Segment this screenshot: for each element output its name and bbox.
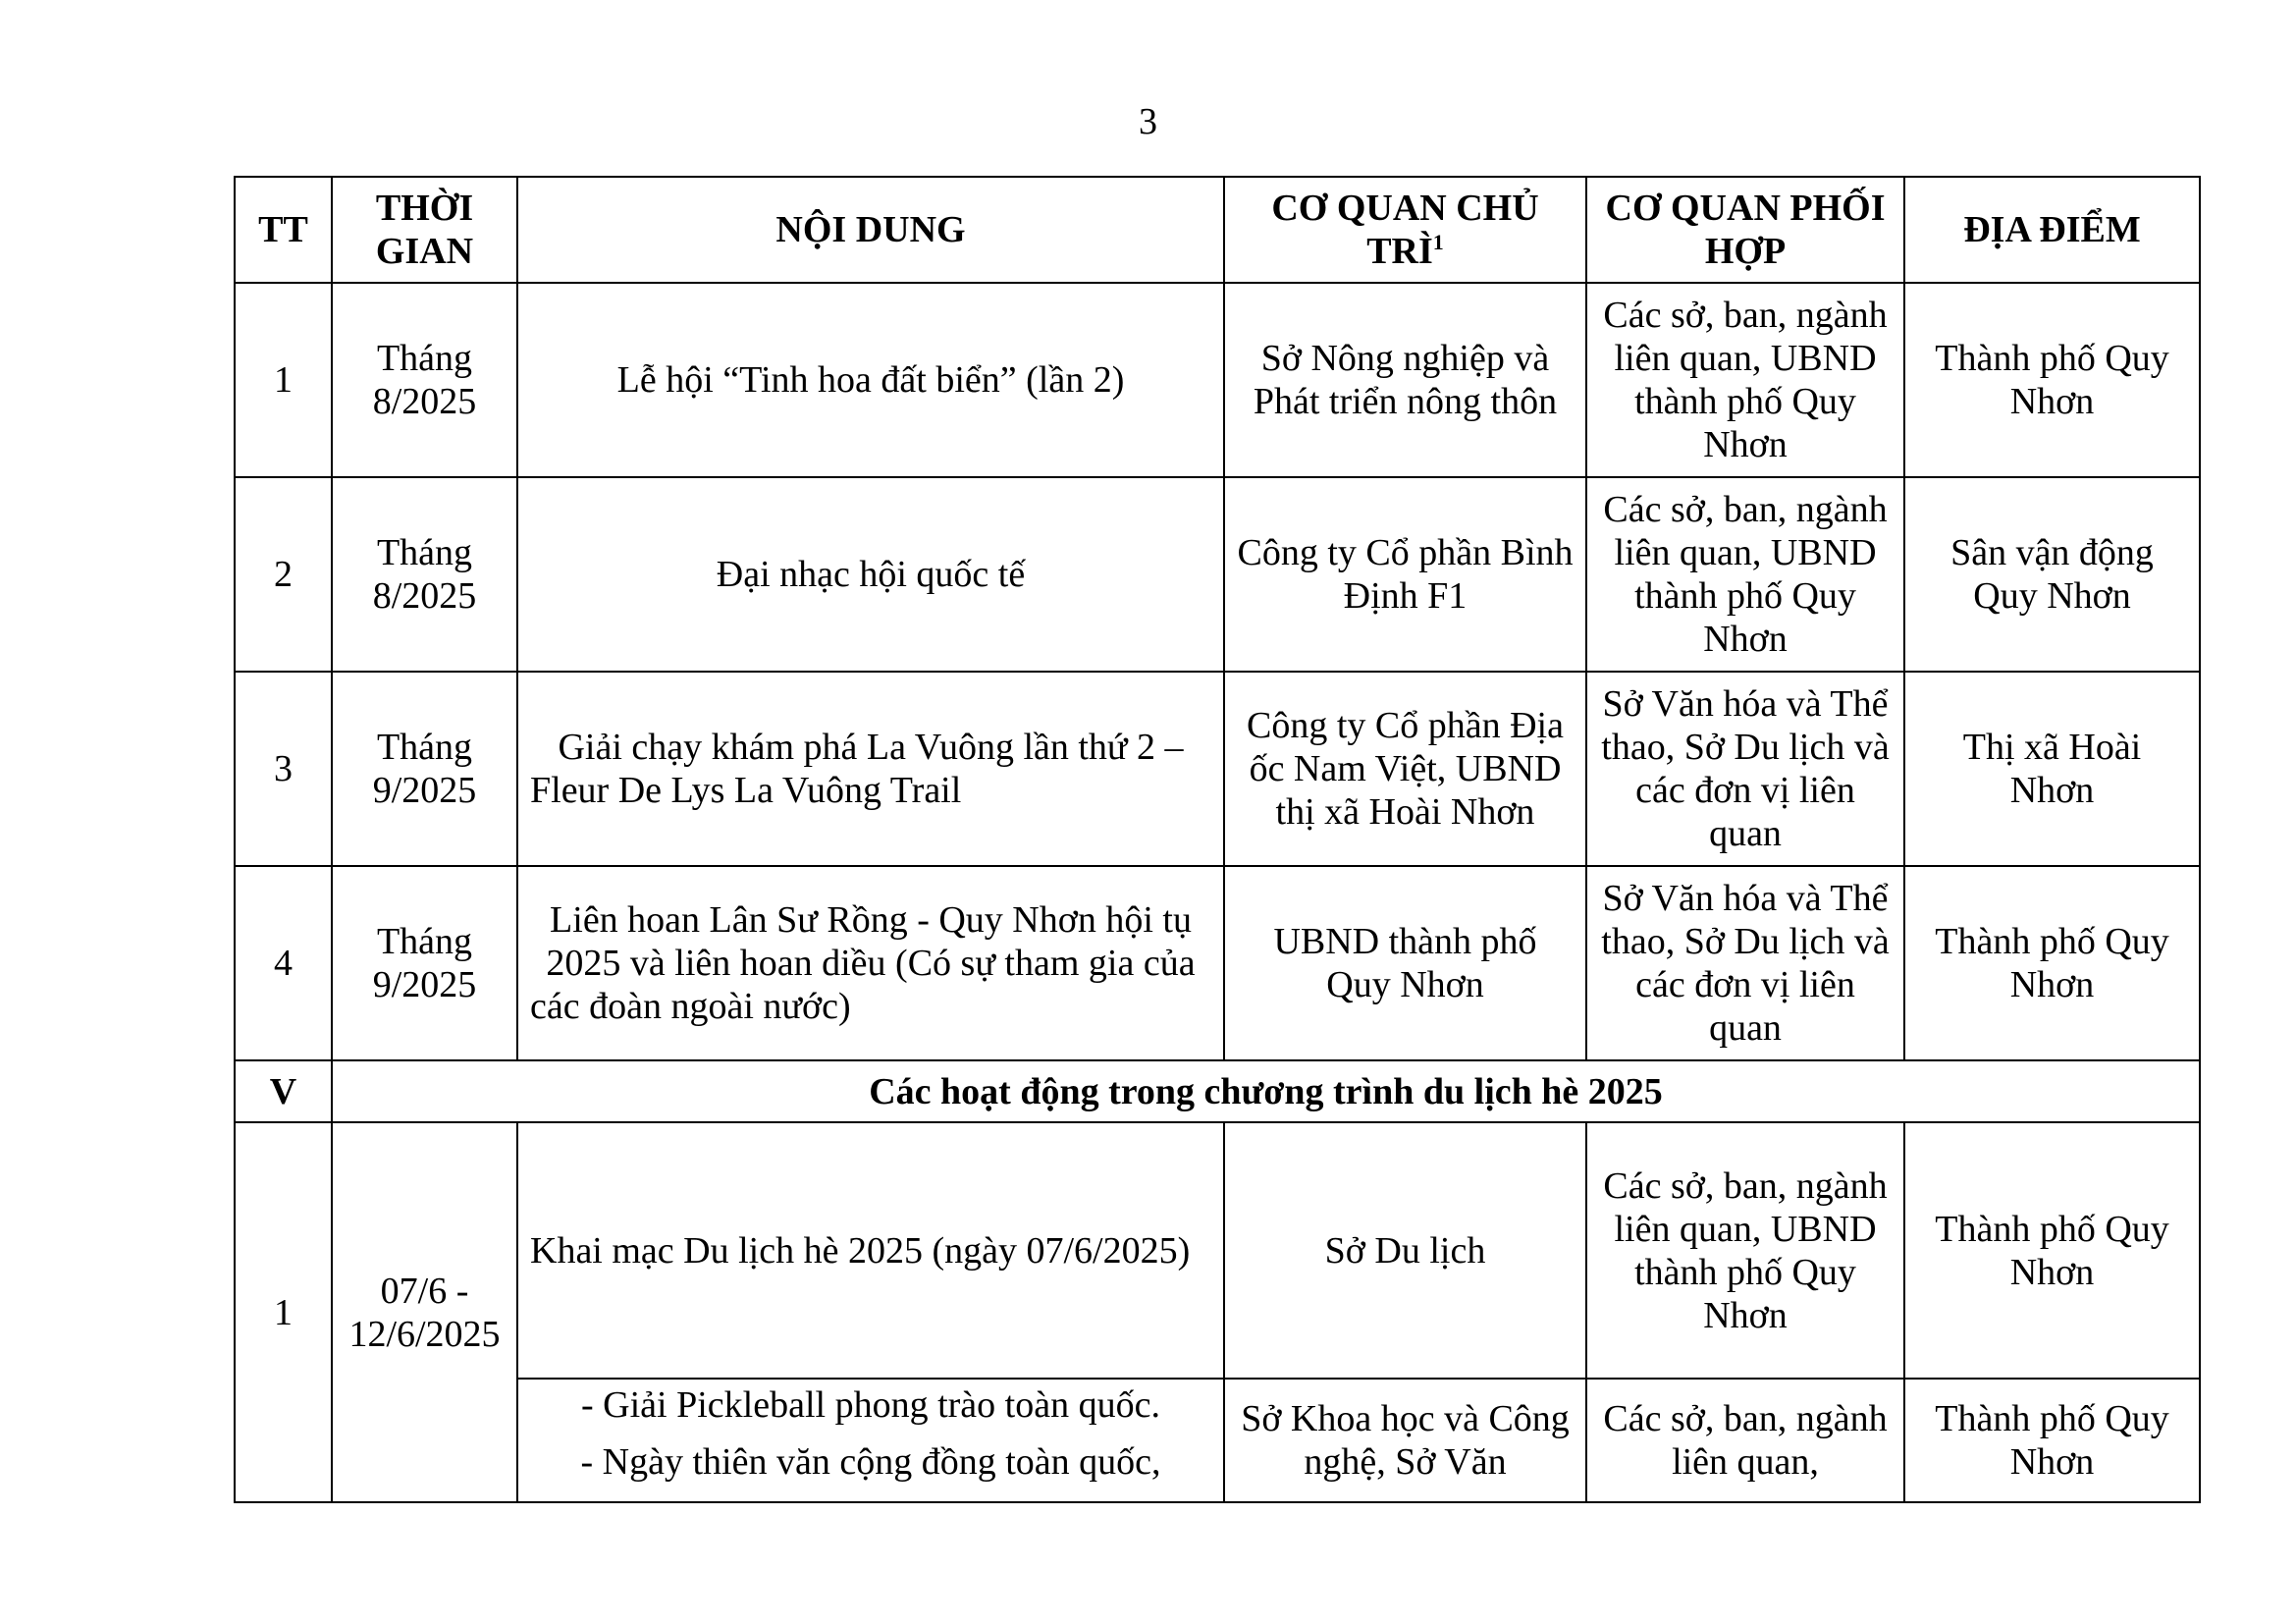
cell-partner: Sở Văn hóa và Thể thao, Sở Du lịch và các đơn vị liên quan	[1586, 866, 1904, 1060]
cell-partner: Các sở, ban, ngành liên quan,	[1586, 1379, 1904, 1502]
header-co-quan-phoi-hop: CƠ QUAN PHỐI HỢP	[1586, 177, 1904, 283]
cell-host: UBND thành phố Quy Nhơn	[1224, 866, 1586, 1060]
header-chu-tri-label: CƠ QUAN CHỦ TRÌ	[1271, 188, 1539, 272]
cell-location: Thành phố Quy Nhơn	[1904, 866, 2200, 1060]
header-dia-diem: ĐỊA ĐIỂM	[1904, 177, 2200, 283]
cell-partner: Các sở, ban, ngành liên quan, UBND thành phố Quy Nhơn	[1586, 283, 1904, 477]
table-row	[235, 1379, 2200, 1502]
footnote-marker: 1	[1432, 230, 1444, 254]
events-table	[234, 176, 2201, 1503]
cell-partner: Các sở, ban, ngành liên quan, UBND thành phố Quy Nhơn	[1586, 1122, 1904, 1379]
cell-content: Lễ hội “Tinh hoa đất biển” (lần 2)	[517, 283, 1224, 477]
cell-host: Công ty Cổ phần Bình Định F1	[1224, 477, 1586, 672]
table-row	[235, 477, 2200, 672]
cell-content: Giải chạy khám phá La Vuông lần thứ 2 – Fleur De Lys La Vuông Trail	[517, 672, 1224, 866]
table-row	[235, 672, 2200, 866]
header-row	[235, 177, 2200, 283]
cell-time: Tháng 8/2025	[332, 477, 517, 672]
cell-tt: 2	[235, 477, 332, 672]
table-row	[235, 866, 2200, 1060]
cell-host: Công ty Cổ phần Địa ốc Nam Việt, UBND thị xã Hoài Nhơn	[1224, 672, 1586, 866]
cell-content: Liên hoan Lân Sư Rồng - Quy Nhơn hội tụ 2025 và liên hoan diều (Có sự tham gia của các đoàn ngoài nước)	[517, 866, 1224, 1060]
section-row	[235, 1060, 2200, 1122]
header-thoi-gian: THỜI GIAN	[332, 177, 517, 283]
content-bullet: - Ngày thiên văn cộng đồng toàn quốc,	[580, 1441, 1161, 1483]
table-row	[235, 283, 2200, 477]
cell-location: Thành phố Quy Nhơn	[1904, 1379, 2200, 1502]
content-bullet: - Giải Pickleball phong trào toàn quốc.	[581, 1384, 1160, 1426]
cell-partner: Sở Văn hóa và Thể thao, Sở Du lịch và các đơn vị liên quan	[1586, 672, 1904, 866]
cell-content	[517, 1379, 1224, 1502]
header-tt: TT	[235, 177, 332, 283]
cell-time: Tháng 9/2025	[332, 672, 517, 866]
cell-content: Khai mạc Du lịch hè 2025 (ngày 07/6/2025)	[517, 1122, 1224, 1379]
cell-host: Sở Du lịch	[1224, 1122, 1586, 1379]
section-number: V	[235, 1060, 332, 1122]
cell-content: Đại nhạc hội quốc tế	[517, 477, 1224, 672]
cell-tt: 1	[235, 283, 332, 477]
cell-location: Thành phố Quy Nhơn	[1904, 283, 2200, 477]
cell-location: Thị xã Hoài Nhơn	[1904, 672, 2200, 866]
section-title: Các hoạt động trong chương trình du lịch hè 2025	[332, 1060, 2200, 1122]
cell-time: Tháng 9/2025	[332, 866, 517, 1060]
page-number: 3	[1139, 101, 1157, 142]
cell-tt: 1	[235, 1122, 332, 1502]
cell-tt: 4	[235, 866, 332, 1060]
cell-tt: 3	[235, 672, 332, 866]
cell-location: Thành phố Quy Nhơn	[1904, 1122, 2200, 1379]
cell-time: 07/6 - 12/6/2025	[332, 1122, 517, 1502]
cell-host: Sở Nông nghiệp và Phát triển nông thôn	[1224, 283, 1586, 477]
header-noi-dung: NỘI DUNG	[517, 177, 1224, 283]
cell-time: Tháng 8/2025	[332, 283, 517, 477]
cell-location: Sân vận động Quy Nhơn	[1904, 477, 2200, 672]
cell-host: Sở Khoa học và Công nghệ, Sở Văn	[1224, 1379, 1586, 1502]
cell-partner: Các sở, ban, ngành liên quan, UBND thành phố Quy Nhơn	[1586, 477, 1904, 672]
header-co-quan-chu-tri	[1224, 177, 1586, 283]
table-row	[235, 1122, 2200, 1379]
